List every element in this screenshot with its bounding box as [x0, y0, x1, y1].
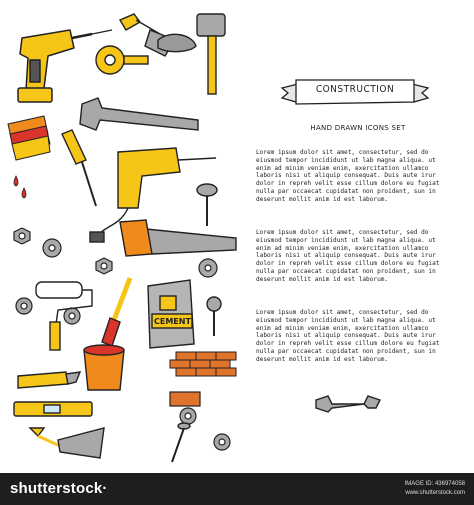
lorem-paragraph-1: Lorem ipsum dolor sit amet, consectetur, sed do eiusmod tempor incididunt ut lab magna aliqua. ut enim ad minim veniam enim, exercitation ullamco laboris nisi ut aliquip consequat. Duis aute irur dolor in repreh velit esse cillum dolore eu fugiat nulla par occaecat cupidatat non proident, sun in deserunt mollit anim id est laborum. [256, 149, 440, 203]
cement-bag-icon [148, 280, 194, 348]
gear-icon [16, 239, 230, 450]
adjustable-wrench-icon [80, 98, 198, 130]
lorem-paragraph-3: Lorem ipsum dolor sit amet, consectetur, sed do eiusmod tempor incididunt ut lab magna aliqua. ut enim ad minim veniam enim, exercitation ullamco laboris nisi ut aliquip consequat. Duis aute irur dolor in repreh velit esse cillum dolore eu fugiat nulla par occaecat cupidatat non proident, sun in deserunt mollit anim id est laborum. [256, 309, 440, 363]
subtitle: HAND DRAWN ICONS SET [310, 124, 406, 132]
screw-icon [197, 184, 217, 226]
hand-saw-icon [120, 220, 236, 256]
brick-icon [170, 392, 200, 406]
banner-title: CONSTRUCTION [315, 84, 395, 95]
image-id: IMAGE ID: 436974058 [404, 481, 465, 487]
footer-bar [0, 473, 474, 505]
paint-bucket-icon [84, 345, 124, 390]
bolt-icon [207, 297, 221, 336]
lorem-paragraph-2: Lorem ipsum dolor sit amet, consectetur, sed do eiusmod tempor incididunt ut lab magna aliqua. ut enim ad minim veniam enim, exercitation ullamco laboris nisi ut aliquip consequat. Duis aute irur dolor in repreh velit esse cillum dolore eu fugiat nulla par occaecat cupidatat non proident, sun in deserunt mollit anim id est laborum. [256, 229, 440, 283]
paint-drops-icon [14, 176, 26, 198]
utility-knife-icon [18, 372, 80, 388]
nail-icon [172, 423, 190, 462]
shutterstock-logo: shutterstock· [10, 480, 108, 497]
trowel-icon [158, 34, 196, 51]
footer-url: www.shutterstock.com [405, 490, 465, 496]
spirit-level-icon [14, 402, 92, 416]
paint-brush-icon [102, 278, 130, 346]
screwdriver-icon [62, 130, 96, 206]
color-swatch-icon [8, 116, 50, 160]
cement-label: CEMENT [154, 317, 191, 326]
wrench-icon [316, 396, 380, 412]
sledgehammer-icon [197, 14, 225, 94]
electric-drill-icon [90, 148, 216, 242]
brick-wall-icon [170, 352, 236, 376]
tape-measure-icon [96, 46, 148, 74]
shovel-icon [30, 428, 104, 458]
